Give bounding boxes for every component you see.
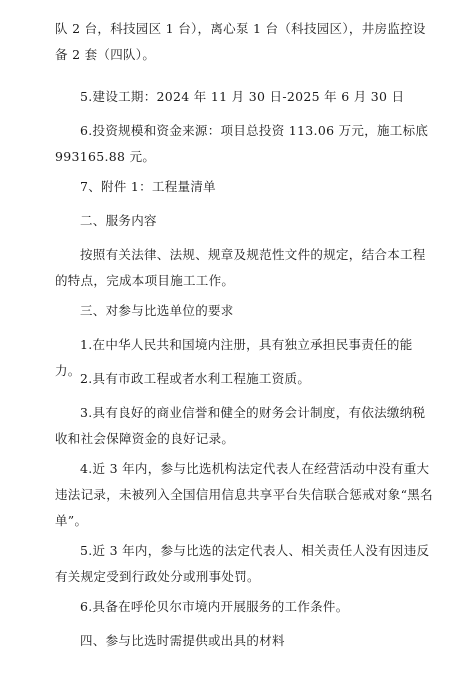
paragraph-attachment: 7、附件 1：工程量清单: [80, 179, 216, 194]
paragraph-equipment-list: 队 2 台，科技园区 1 台），离心泵 1 台（科技园区），井房监控设备 2 套（四队）。: [55, 21, 426, 62]
heading-materials: 四、参与比选时需提供或出具的材料: [80, 633, 285, 648]
requirement-item-2: 2.具有市政工程或者水利工程施工资质。: [80, 371, 311, 386]
paragraph-investment: 6.投资规模和资金来源：项目总投资 113.06 万元，施工标底 993165.88 元。: [55, 123, 429, 164]
requirement-item-6: 6.具备在呼伦贝尔市境内开展服务的工作条件。: [80, 599, 349, 614]
heading-service-content: 二、服务内容: [80, 213, 157, 228]
requirement-item-3: 3.具有良好的商业信誉和健全的财务会计制度，有依法缴纳税收和社会保障资金的良好记录。: [55, 405, 426, 446]
paragraph-service-description: 按照有关法律、法规、规章及规范性文件的规定，结合本工程的特点，完成本项目施工工作。: [55, 247, 426, 288]
paragraph-construction-period: 5.建设工期：2024 年 11 月 30 日-2025 年 6 月 30 日: [80, 89, 405, 104]
requirement-item-1: 1.在中华人民共和国境内注册，具有独立承担民事责任的能力。: [55, 337, 413, 378]
requirement-item-4: 4.近 3 年内，参与比选机构法定代表人在经营活动中没有重大违法记录，未被列入全国信用信息共享平台失信联合惩戒对象“黑名单”。: [55, 461, 433, 528]
heading-requirements: 三、对参与比选单位的要求: [80, 303, 234, 318]
requirement-item-5: 5.近 3 年内，参与比选的法定代表人、相关责任人没有因违反有关规定受到行政处分或刑事处罚。: [55, 543, 430, 584]
